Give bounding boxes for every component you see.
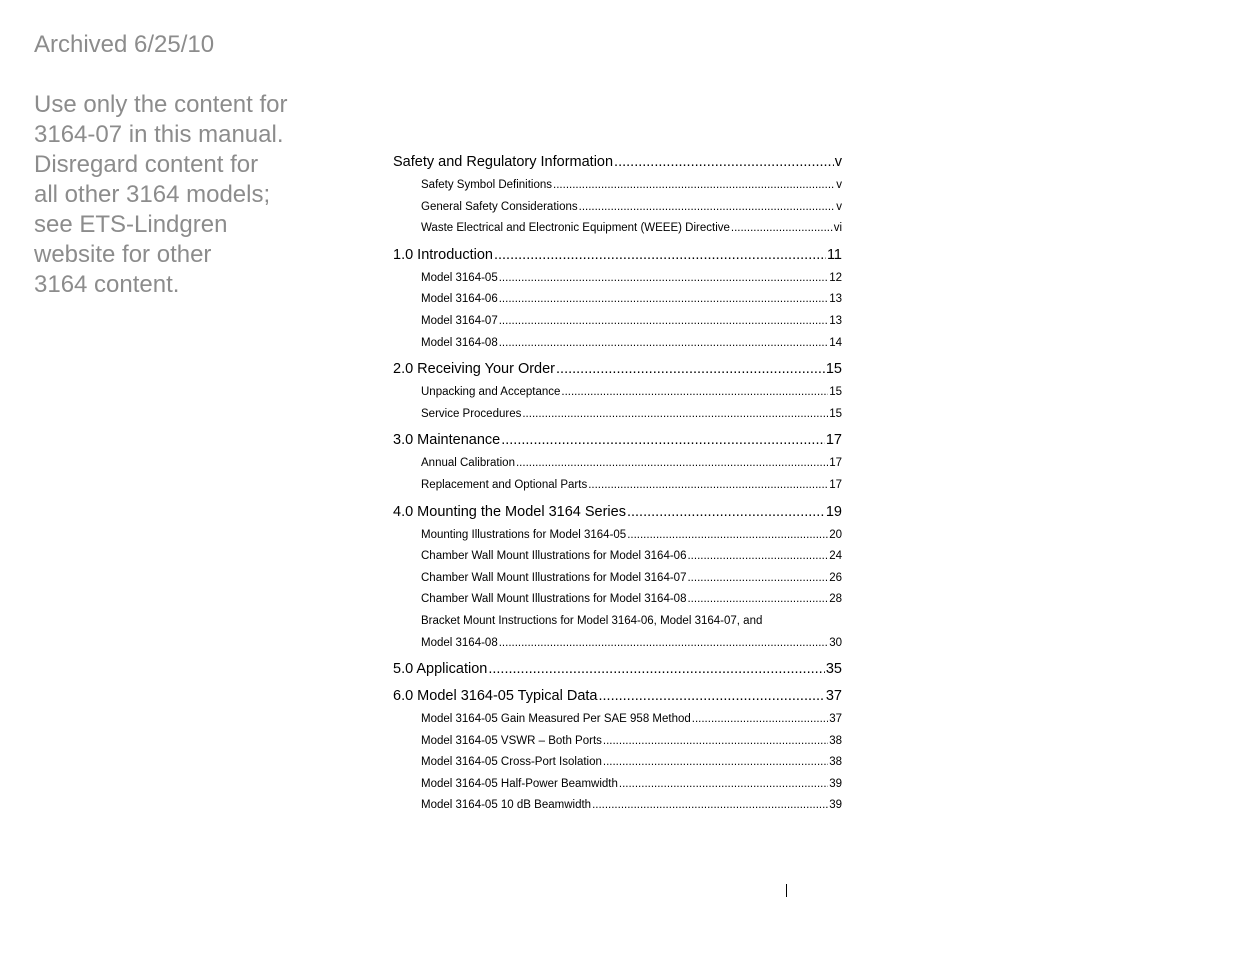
toc-entry-title: Model 3164-05 VSWR – Both Ports — [421, 734, 602, 747]
toc-entry-title: Model 3164-05 Cross-Port Isolation — [421, 756, 602, 769]
toc-entry-page: 37 — [825, 688, 842, 705]
notice-line: 3164 content. — [34, 271, 180, 298]
toc-entry-page: 17 — [825, 432, 842, 449]
toc-entry-title: Replacement and Optional Parts — [421, 478, 588, 491]
toc-dot-leader — [499, 333, 828, 355]
toc-dot-leader — [603, 752, 828, 774]
toc-entry-page: 19 — [825, 503, 842, 520]
toc-dot-leader — [499, 289, 828, 311]
toc-entry-section[interactable] — [393, 333, 842, 355]
toc-entry-title: Model 3164-05 Gain Measured Per SAE 958 Method — [421, 713, 691, 726]
toc-entry-page: 39 — [829, 799, 842, 812]
toc-entry-page: 12 — [829, 271, 842, 284]
notice-line: Use only the content for — [34, 91, 288, 118]
notice-line: Disregard content for — [34, 151, 259, 178]
toc-entry-page: 38 — [829, 734, 842, 747]
toc-entry-title: Model 3164-05 Half-Power Beamwidth — [421, 777, 618, 790]
toc-entry-title: Chamber Wall Mount Illustrations for Model 3164-07 — [421, 571, 687, 584]
toc-entry-section[interactable] — [393, 709, 842, 731]
toc-dot-leader — [488, 656, 825, 682]
toc-entry-title: Waste Electrical and Electronic Equipment (WEEE) Directive — [421, 222, 730, 235]
toc-dot-leader — [603, 731, 828, 753]
toc-entry-title: Model 3164-08 — [421, 636, 498, 649]
toc-entry-page: 14 — [829, 336, 842, 349]
toc-entry-section[interactable] — [393, 382, 842, 404]
toc-dot-leader — [619, 774, 828, 796]
toc-entry-chapter[interactable] — [393, 149, 842, 175]
toc-entry-section[interactable] — [393, 525, 842, 547]
toc-entry-chapter[interactable] — [393, 656, 842, 682]
toc-dot-leader — [499, 268, 828, 290]
notice-line: all other 3164 models; — [34, 181, 271, 208]
notice-text — [34, 90, 364, 300]
toc-entry-section[interactable] — [393, 197, 842, 219]
toc-entry-title: Safety Symbol Definitions — [421, 179, 553, 191]
toc-dot-leader — [588, 475, 828, 497]
toc-entry-title: Annual Calibration — [421, 457, 515, 470]
toc-entry-page: 17 — [829, 457, 842, 470]
toc-entry-page: v — [834, 154, 842, 170]
toc-dot-leader — [627, 525, 828, 547]
toc-entry-section[interactable] — [393, 568, 842, 590]
table-of-contents — [393, 148, 842, 817]
toc-entry-title: 5.0 Application — [393, 661, 488, 678]
toc-entry-page: 15 — [829, 386, 842, 399]
toc-entry-title: Bracket Mount Instructions for Model 3164-06, Model 3164-07, and — [421, 614, 763, 627]
toc-entry-chapter[interactable] — [393, 683, 842, 709]
archived-date: Archived 6/25/10 — [34, 31, 215, 58]
toc-entry-section[interactable] — [393, 795, 842, 817]
toc-entry-section[interactable] — [393, 404, 842, 426]
toc-entry-title: Chamber Wall Mount Illustrations for Model 3164-06 — [421, 550, 687, 563]
toc-entry-page: 11 — [826, 246, 842, 263]
toc-entry-section[interactable] — [393, 546, 842, 568]
toc-entry-page: 17 — [829, 478, 842, 491]
toc-entry-chapter[interactable] — [393, 427, 842, 453]
toc-entry-title: Model 3164-05 — [421, 271, 498, 284]
toc-entry-page: 38 — [829, 756, 842, 769]
toc-entry-page: 13 — [829, 293, 842, 306]
toc-entry-section[interactable] — [393, 175, 842, 197]
toc-entry-section[interactable] — [393, 475, 842, 497]
toc-entry-title: 2.0 Receiving Your Order — [393, 361, 556, 378]
toc-dot-leader — [687, 546, 828, 568]
toc-dot-leader — [516, 453, 828, 475]
toc-entry-title: 3.0 Maintenance — [393, 432, 501, 449]
toc-entry-title: Unpacking and Acceptance — [421, 386, 561, 399]
toc-entry-page: 35 — [825, 661, 842, 678]
toc-dot-leader — [627, 499, 825, 525]
toc-dot-leader — [499, 633, 828, 655]
toc-dot-leader — [561, 382, 828, 404]
toc-dot-leader — [522, 404, 828, 426]
toc-dot-leader — [556, 356, 825, 382]
toc-dot-leader — [598, 683, 824, 709]
toc-dot-leader — [494, 242, 826, 268]
toc-dot-leader — [592, 795, 828, 817]
toc-entry-title: General Safety Considerations — [421, 200, 578, 213]
toc-entry-section[interactable] — [393, 611, 842, 633]
toc-entry-title: Model 3164-07 — [421, 314, 498, 327]
toc-entry-title: Model 3164-06 — [421, 293, 498, 306]
toc-entry-section[interactable] — [393, 752, 842, 774]
toc-entry-chapter[interactable] — [393, 242, 842, 268]
toc-dot-leader — [579, 197, 836, 219]
toc-entry-section[interactable] — [393, 589, 842, 611]
toc-entry-section[interactable] — [393, 774, 842, 796]
toc-entry-section[interactable] — [393, 633, 842, 655]
toc-entry-chapter[interactable] — [393, 356, 842, 382]
toc-dot-leader — [499, 311, 828, 333]
toc-dot-leader — [692, 709, 828, 731]
toc-entry-title: Service Procedures — [421, 407, 522, 420]
toc-dot-leader — [553, 175, 835, 197]
toc-dot-leader — [614, 149, 834, 175]
page-footer-divider — [786, 884, 787, 897]
notice-line: see ETS-Lindgren — [34, 211, 228, 238]
toc-entry-section[interactable] — [393, 289, 842, 311]
toc-entry-title: 6.0 Model 3164-05 Typical Data — [393, 688, 598, 705]
toc-entry-title: Model 3164-05 10 dB Beamwidth — [421, 799, 592, 812]
toc-entry-title: Model 3164-08 — [421, 336, 498, 349]
notice-line: website for other — [34, 241, 212, 268]
toc-entry-page: 37 — [829, 713, 842, 726]
toc-entry-page: 24 — [829, 550, 842, 563]
toc-entry-page: 26 — [829, 571, 842, 584]
toc-entry-page: 20 — [829, 528, 842, 541]
toc-entry-page: 28 — [829, 593, 842, 606]
toc-entry-section[interactable] — [393, 453, 842, 475]
toc-entry-page: 30 — [829, 636, 842, 649]
notice-line: 3164-07 in this manual. — [34, 121, 284, 148]
toc-entry-page: 39 — [829, 777, 842, 790]
toc-dot-leader — [731, 218, 833, 240]
toc-entry-chapter[interactable] — [393, 499, 842, 525]
toc-entry-page: 15 — [825, 361, 842, 378]
toc-entry-title: 4.0 Mounting the Model 3164 Series — [393, 503, 626, 520]
toc-dot-leader — [687, 589, 828, 611]
toc-entry-title: Mounting Illustrations for Model 3164-05 — [421, 528, 627, 541]
toc-entry-page: v — [836, 179, 842, 191]
toc-entry-section[interactable] — [393, 731, 842, 753]
toc-dot-leader — [687, 568, 828, 590]
toc-entry-title: Safety and Regulatory Information — [393, 154, 614, 170]
toc-entry-title: 1.0 Introduction — [393, 246, 493, 263]
toc-entry-section[interactable] — [393, 311, 842, 333]
toc-dot-leader — [501, 427, 825, 453]
toc-entry-title: Chamber Wall Mount Illustrations for Model 3164-08 — [421, 593, 687, 606]
toc-entry-page: v — [836, 200, 842, 213]
toc-entry-page: vi — [833, 222, 842, 235]
toc-entry-page: 13 — [829, 314, 842, 327]
toc-entry-page: 15 — [829, 407, 842, 420]
toc-entry-section[interactable] — [393, 218, 842, 240]
toc-entry-section[interactable] — [393, 268, 842, 290]
archive-notice — [34, 30, 364, 300]
